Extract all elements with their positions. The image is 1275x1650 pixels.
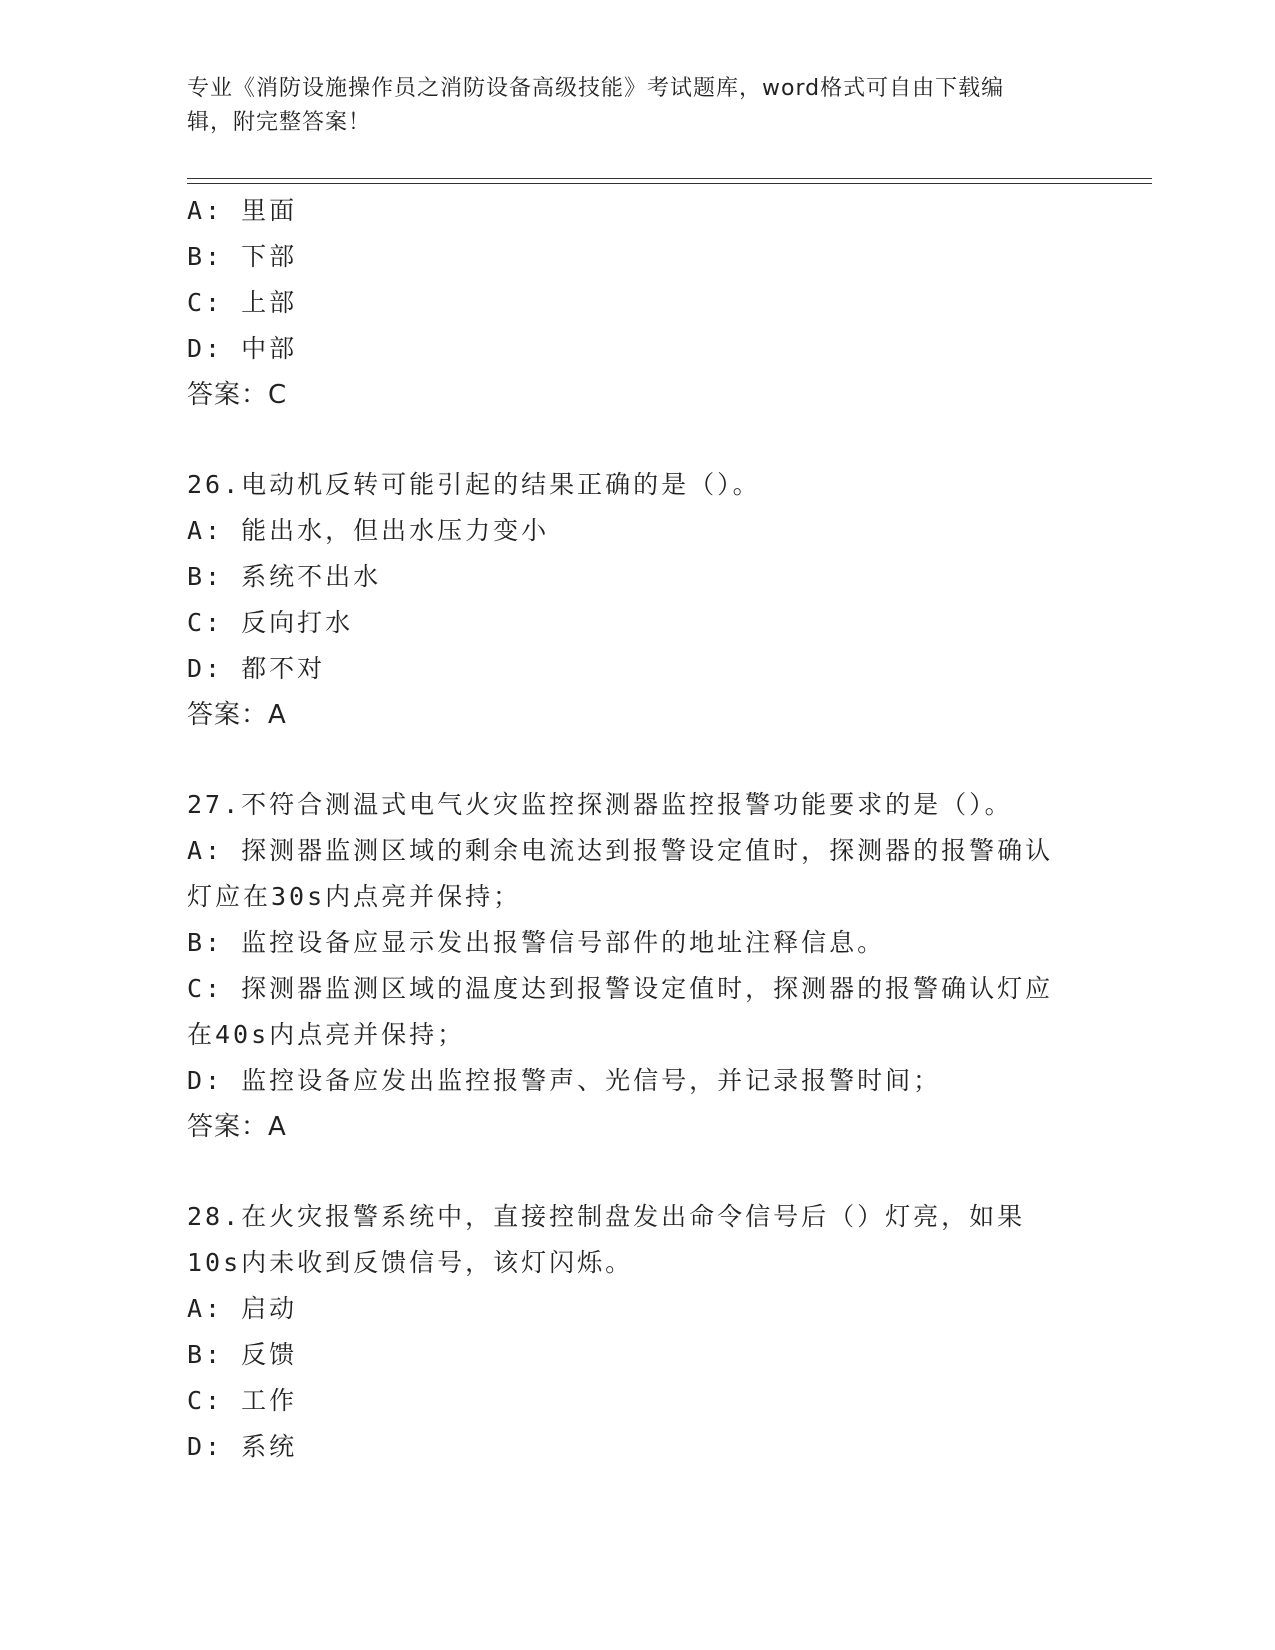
option-c-line-1: C: 探测器监测区域的温度达到报警设定值时，探测器的报警确认灯应 (187, 974, 1054, 1003)
option-b: B: 监控设备应显示发出报警信号部件的地址注释信息。 (187, 928, 886, 957)
option-b: B: 下部 (187, 242, 298, 271)
option-a: A: 里面 (187, 196, 298, 225)
question-27-block (187, 782, 1087, 1150)
document-header (187, 72, 1067, 140)
option-a: A: 启动 (187, 1294, 298, 1323)
answer: 答案：C (187, 380, 288, 410)
option-b: B: 系统不出水 (187, 562, 382, 591)
answer: 答案：A (187, 700, 287, 730)
option-d: D: 系统 (187, 1432, 298, 1461)
option-a: A: 能出水，但出水压力变小 (187, 516, 550, 545)
spacer (187, 1150, 1087, 1194)
option-c: C: 反向打水 (187, 608, 354, 637)
spacer (187, 418, 1087, 462)
option-d: D: 监控设备应发出监控报警声、光信号，并记录报警时间； (187, 1066, 942, 1095)
option-d: D: 中部 (187, 334, 298, 363)
question-list (187, 188, 1087, 1470)
header-divider-bottom (187, 183, 1152, 184)
option-c: C: 工作 (187, 1386, 298, 1415)
header-line-2: 辑，附完整答案！ (187, 110, 372, 135)
question-text-line-2: 10s内未收到反馈信号，该灯闪烁。 (187, 1248, 634, 1277)
option-c: C: 上部 (187, 288, 298, 317)
spacer (187, 738, 1087, 782)
option-d: D: 都不对 (187, 654, 326, 683)
header-divider-top (187, 178, 1152, 179)
option-a-line-2: 灯应在30s内点亮并保持； (187, 882, 522, 911)
question-28-block (187, 1194, 1087, 1470)
option-a-line-1: A: 探测器监测区域的剩余电流达到报警设定值时，探测器的报警确认 (187, 836, 1054, 865)
question-26-block (187, 462, 1087, 738)
question-text-line-1: 28.在火灾报警系统中，直接控制盘发出命令信号后（）灯亮，如果 (187, 1202, 1026, 1231)
question-25-block (187, 188, 1087, 418)
answer: 答案：A (187, 1112, 287, 1142)
header-line-1: 专业《消防设施操作员之消防设备高级技能》考试题库，word格式可自由下载编 (187, 76, 1005, 101)
question-text: 27.不符合测温式电气火灾监控探测器监控报警功能要求的是（）。 (187, 790, 1013, 819)
option-b: B: 反馈 (187, 1340, 298, 1369)
option-c-line-2: 在40s内点亮并保持； (187, 1020, 466, 1049)
question-text: 26.电动机反转可能引起的结果正确的是（）。 (187, 470, 761, 499)
